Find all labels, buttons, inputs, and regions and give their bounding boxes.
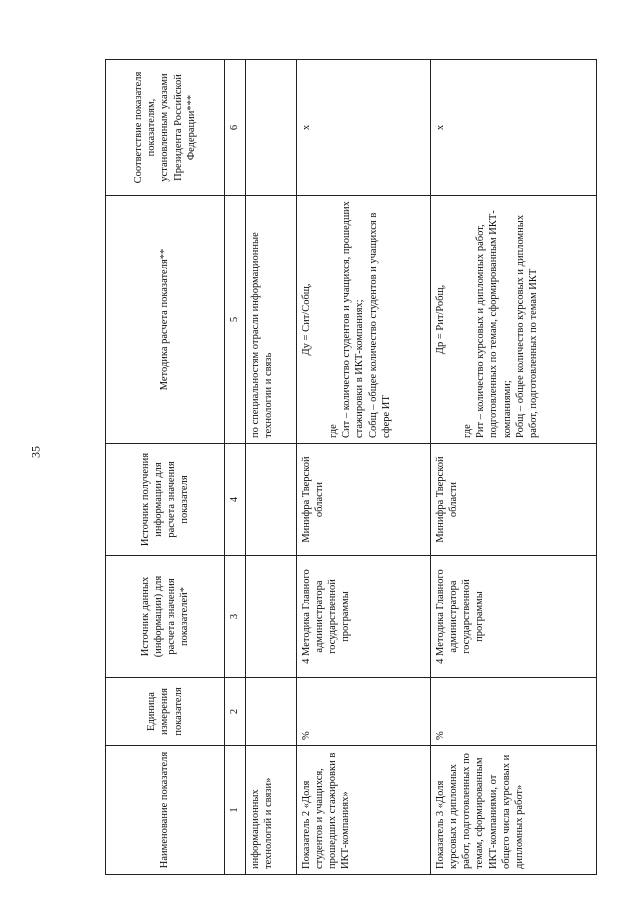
header-info-source: Источник получения информации для расчета значения показателя: [106, 444, 225, 556]
rotated-table-wrapper: [105, 60, 575, 875]
column-number: 3: [225, 556, 246, 678]
decree-cell: [246, 60, 297, 196]
indicator-table: [105, 59, 597, 875]
header-name: Наименование показателя: [106, 746, 225, 875]
header-data-source: Источник данных (информации) для расчета значения показателей*: [106, 556, 225, 678]
definition: Рит – количество курсовых и дипломных работ, подготовленных по темам, сформированным ИКТ-компаниями;: [475, 210, 513, 438]
column-number-row: [225, 60, 246, 875]
info-source-cell: Минифра Тверской области: [297, 444, 431, 556]
decree-cell: x: [431, 60, 597, 196]
header-unit: Единица измерения показателя: [106, 678, 225, 746]
formula: Др = Рит/Робщ,: [435, 284, 446, 355]
definition: Сит – количество студентов и учащихся, прошедших стажировки в ИКТ-компаниях;: [341, 201, 366, 438]
column-number: 4: [225, 444, 246, 556]
info-source-cell: Минифра Тверской области: [431, 444, 597, 556]
column-number: 2: [225, 678, 246, 746]
indicator-name: Показатель 2 «Доля студентов и учащихся, прошедших стажировки в ИКТ-компаниях»: [297, 746, 431, 875]
unit-cell: [246, 678, 297, 746]
decree-cell: x: [297, 60, 431, 196]
column-number: 6: [225, 60, 246, 196]
column-number: 5: [225, 196, 246, 444]
indicator-name: Показатель 3 «Доля курсовых и дипломных работ, подготовленных по темам, сформированным ИКТ-компаниями, от общего числа курсовых и дипломных работ»: [431, 746, 597, 875]
unit-cell: %: [431, 678, 597, 746]
definition: Робщ – общее количество курсовых и дипломных работ, подготовленных по темам ИКТ: [514, 214, 539, 438]
formula: Ду = Сит/Собщ,: [301, 283, 312, 356]
page-number: 35: [28, 446, 43, 458]
info-source-cell: [246, 444, 297, 556]
table-row: [431, 60, 597, 875]
header-method: Методика расчета показателя**: [106, 196, 225, 444]
data-source-cell: [246, 556, 297, 678]
method-cell: [297, 196, 431, 444]
where-label: где: [462, 424, 474, 438]
table-row: [297, 60, 431, 875]
table-row: [246, 60, 297, 875]
method-cell: [431, 196, 597, 444]
where-label: где: [328, 424, 340, 438]
definition: Собщ – общее количество студентов и учащихся в сфере ИТ: [367, 212, 392, 438]
data-source-cell: 4 Методика Главного администратора государственной программы: [431, 556, 597, 678]
header-row: [106, 60, 225, 875]
unit-cell: %: [297, 678, 431, 746]
data-source-cell: 4 Методика Главного администратора государственной программы: [297, 556, 431, 678]
method-cell: по специальностям отрасли информационные технологии и связь: [246, 196, 297, 444]
indicator-name: информационных технологий и связи»: [246, 746, 297, 875]
header-decree: Соответствие показателя показателям, установленным указами Президента Российской Федерации***: [106, 60, 225, 196]
column-number: 1: [225, 746, 246, 875]
